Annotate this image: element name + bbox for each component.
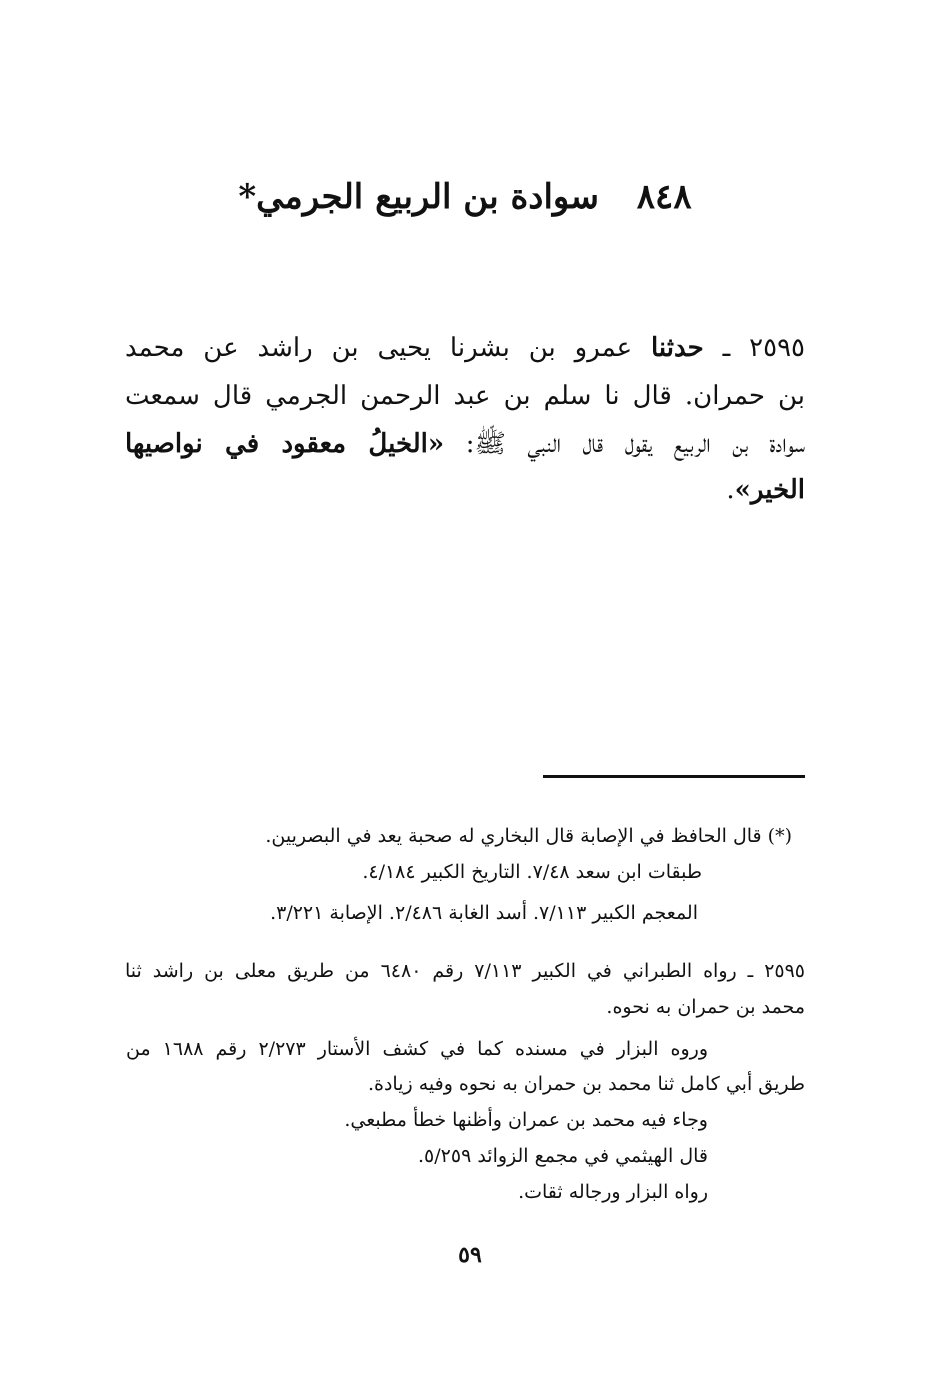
footnote-hadith-line-2: محمد بن حمران به نحوه. bbox=[606, 996, 805, 1018]
hadith-line-3 bbox=[125, 420, 805, 468]
footnote-hadith-line-1: ٢٥٩٥ ـ رواه الطبراني في الكبير ٧/١١٣ رقم ٦٤٨٠ من طريق معلى بن راشد ثنا bbox=[125, 960, 806, 982]
hadith-lead-word: حدثنا bbox=[651, 333, 704, 363]
hadith-line-2: بن حمران. قال نا سلم بن عبد الرحمن الجرمي قال سمعت bbox=[125, 381, 805, 411]
hadith-line-1 bbox=[125, 324, 805, 372]
hadith-line-4-tail: . bbox=[726, 475, 735, 505]
chapter-heading bbox=[120, 172, 810, 222]
footnote-hadith-line-5: وجاء فيه محمد بن عمران وأظنها خطأ مطبعي. bbox=[344, 1109, 708, 1131]
hadith-line-1-text: عمرو بن بشرنا يحيى بن راشد عن محمد bbox=[125, 333, 633, 363]
hadith-quote: «الخيلُ معقود في نواصيها bbox=[125, 429, 445, 459]
hadith-separator: ـ bbox=[722, 333, 731, 363]
hadith-line-3-text: سوادة بن الربيع يقول قال النبي ﷺ: bbox=[465, 429, 806, 459]
hadith-line-4 bbox=[125, 466, 805, 514]
footnote-star-line-2: طبقات ابن سعد ٧/٤٨. التاريخ الكبير ٤/١٨٤. bbox=[362, 861, 702, 883]
chapter-number: ٨٤٨ bbox=[636, 177, 692, 217]
hadith-quote-end: الخير» bbox=[734, 475, 805, 505]
hadith-number: ٢٥٩٥ bbox=[749, 333, 805, 363]
chapter-title: سوادة بن الربيع الجرمي* bbox=[238, 177, 599, 217]
footnote-hadith-line-6: قال الهيثمي في مجمع الزوائد ٥/٢٥٩. bbox=[418, 1145, 708, 1167]
footnote-star-line-3: المعجم الكبير ٧/١١٣. أسد الغابة ٢/٤٨٦. الإصابة ٣/٢٢١. bbox=[270, 902, 698, 924]
footnote-hadith-line-7: رواه البزار ورجاله ثقات. bbox=[518, 1181, 708, 1203]
footnote-star-line-1: (*) قال الحافظ في الإصابة قال البخاري له صحبة يعد في البصريين. bbox=[265, 825, 792, 847]
footnote-divider bbox=[543, 775, 805, 778]
footnote-hadith-line-3: وروه البزار في مسنده كما في كشف الأستار ٢/٢٧٣ رقم ١٦٨٨ من bbox=[126, 1038, 708, 1060]
footnote-hadith-line-4: طريق أبي كامل ثنا محمد بن حمران به نحوه وفيه زيادة. bbox=[367, 1073, 805, 1095]
page-number: ٥٩ bbox=[458, 1242, 482, 1268]
